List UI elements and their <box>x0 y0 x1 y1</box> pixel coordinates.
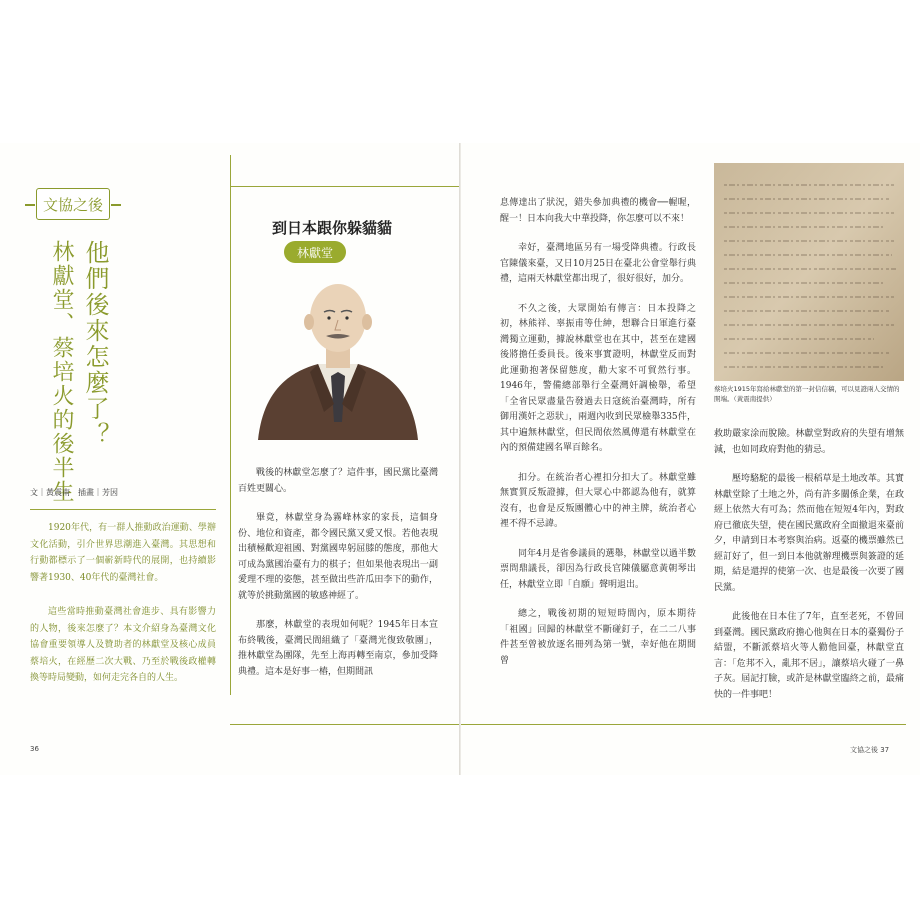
body-paragraph: 同年4月是省參議員的選舉，林獻堂以過半數票問鼎議長，卻因為行政長官陳儀屬意黃朝琴出任，林獻堂立即「自願」聲明退出。 <box>500 548 696 590</box>
body-column-3 <box>500 196 696 683</box>
body-paragraph: 畢竟，林獻堂身為霧峰林家的家長，這個身份、地位和資產，都令國民黨又愛又恨。若他表現出積極歡迎祖國、對黨國卑躬屈膝的態度，那他大可成為黨國治臺有力的棋子；但如果他表現出一副愛理不理的姿態，甚至做出些許瓜田李下的動作，就等於挑動黨國的敏感神經了。 <box>238 513 438 601</box>
top-rule <box>230 186 459 187</box>
body-column-4 <box>714 427 904 717</box>
photo-caption: 蔡培火1915年寫給林獻堂的第一封信信稿，可以見證兩人交情的開端。（黃震南提供） <box>714 385 900 403</box>
body-paragraph: 此後他在日本住了7年，直至老死，不曾回到臺灣。國民黨政府擔心他與在日本的臺獨份子結盟，不斷派蔡培火等人勸他回臺，林獻堂直言：「危邦不入，亂邦不居」，讓蔡培火碰了一鼻子灰。屆記打臉，或許是林獻堂臨終之前，最痛快的一件事吧！ <box>714 612 904 700</box>
body-paragraph: 總之，戰後初期的短短時間內，原本期待「祖國」回歸的林獻堂不斷碰釘子，在二二八事件甚至曾被放逐名冊列為第一號，幸好他在期間曾 <box>500 609 696 666</box>
page-number-right: 文協之後 37 <box>850 746 890 754</box>
bottom-rule-right <box>461 724 906 725</box>
intro-column <box>30 520 216 705</box>
body-paragraph: 不久之後，大眾開始有傳言：日本投降之初，林熊祥、辜振甫等仕紳，想聯合日軍進行臺灣獨立運動，據說林獻堂也在其中，甚至在建國後將擔任委員長。後來事實證明，林獻堂反而對此運動抱著保留態度，勸大家不可貿然行事。1946年，警備總部舉行全臺灣奸調檢舉，希望「全省民眾盡量告發過去日寇統治臺灣時，所有御用漢奸之惡狀」，兩週內收到民眾檢舉335件，其中遍無林獻堂，但民間依然風傳還有林獻堂在內的預備建國名單百餘名。 <box>500 303 696 453</box>
body-paragraph: 戰後的林獻堂怎麼了？這件事，國民黨比臺灣百姓更關心。 <box>238 468 438 494</box>
body-paragraph: 幸好，臺灣地區另有一場受降典禮。行政長官陳儀來臺，又日10月25日在臺北公會堂舉行典禮，這兩天林獻堂都出現了，很好很好，加分。 <box>500 243 696 284</box>
intro-paragraph: 這些當時推動臺灣社會進步、具有影響力的人物，後來怎麼了？本文介紹身為臺灣文化協會重要領導人及贊助者的林獻堂及核心成員蔡培火，在經歷二次大戰、乃至於戰後政權轉換等時局變動，如何走完各自的人生。 <box>30 607 216 683</box>
letter-photo <box>714 163 904 381</box>
intro-rule <box>30 509 216 510</box>
body-paragraph: 救助嚴家涂而脫險。林獻堂對政府的失望有增無減，也如同政府對他的猜忌。 <box>714 429 904 455</box>
body-paragraph: 息傳達出了狀況，錯失參加典禮的機會──幄喔，醒一！日本向我大中華投降，你怎麼可以不來！ <box>500 198 696 224</box>
byline: 文｜黃震南 插畫｜芳因 <box>30 488 118 497</box>
body-paragraph: 那麼，林獻堂的表現如何呢？1945年日本宣布終戰後，臺灣民間組織了「臺灣光復致敬團」，推林獻堂為團隊，先至上海再轉至南京，參加受降典禮。這本是好事一樁，但期間訊 <box>238 620 438 677</box>
bottom-rule <box>230 724 459 725</box>
page-gutter <box>459 143 461 775</box>
portrait-illustration <box>238 272 438 440</box>
section-heading: 到日本跟你躲貓貓 <box>271 219 392 237</box>
section-tag: 文協之後 <box>36 188 110 220</box>
article-subtitle: 林獻堂、蔡培火的後半生 <box>49 240 74 504</box>
body-column-2 <box>238 466 438 694</box>
column-rule <box>230 155 231 695</box>
name-badge: 林獻堂 <box>284 241 346 263</box>
article-title: 他們後來怎麼了？ <box>81 240 109 448</box>
intro-paragraph: 1920年代，有一群人推動政治運動、學辦文化活動，引介世界思潮進入臺灣。其思想和行動都標示了一個嶄新時代的展開，也持續影響著1930、40年代的臺灣社會。 <box>30 523 216 583</box>
body-paragraph: 壓垮駱駝的最後一根稻草是土地改革。其實林獻堂除了土地之外，尚有許多關係企業，在政經上依然大有可為；然而他在短短4年內，對政府已徹底失望，使在國民黨政府全面撤退來臺前夕，申請到日本考察與治病。返臺的機票雖然已經訂好了，但一到日本他就辦理機票與簽證的延期，結是還捍的使第一次、也是最後一次要了國民黨。 <box>714 474 904 593</box>
body-paragraph: 扣分。在統治者心裡扣分扣大了。林獻堂雖無實質反叛證據，但大眾心中都認為他有，就算沒有，也會是反叛團體心中的神主牌，統治者心裡不得不忌諱。 <box>500 472 696 529</box>
page-number-left: 36 <box>30 745 39 753</box>
